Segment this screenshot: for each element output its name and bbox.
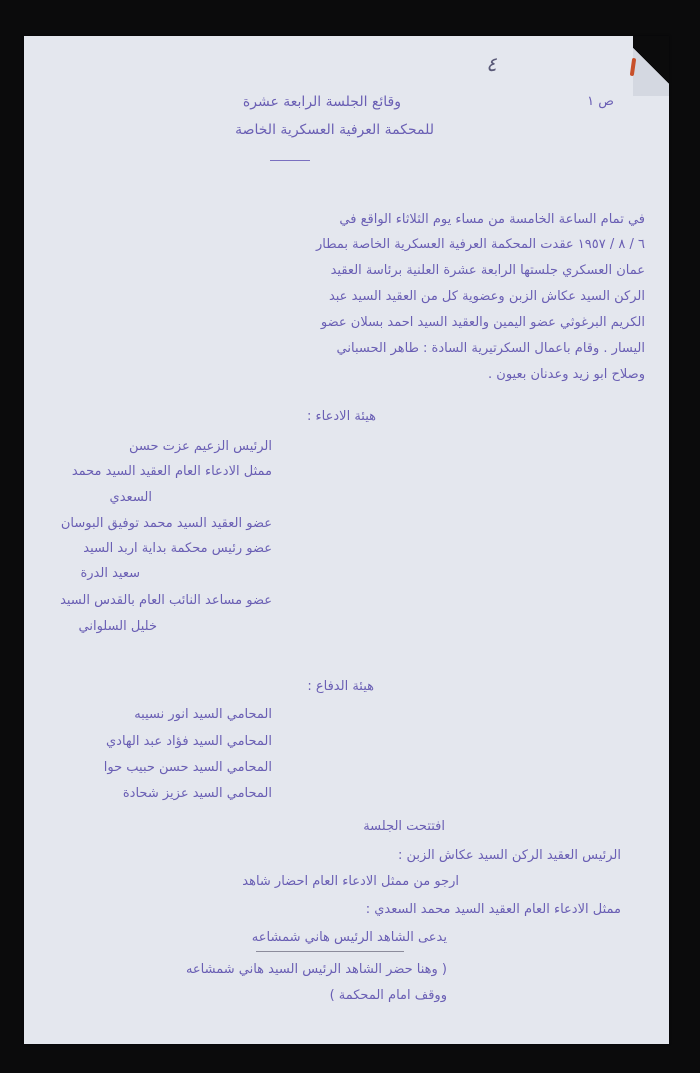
title-line-1: وقائع الجلسة الرابعة عشرة [242, 94, 401, 110]
document-page [24, 36, 669, 1044]
proceedings-line: ( وهنا حضر الشاهد الرئيس السيد هاني شمشاعه [185, 962, 447, 977]
prosecution-line: سعيد الدرة [80, 566, 140, 581]
proceedings-line: ممثل الادعاء العام العقيد السيد محمد السعدي : [365, 902, 621, 917]
defense-line: المحامي السيد انور نسيبه [134, 707, 272, 722]
title-underline [270, 160, 310, 161]
intro-line: ٦ / ٨ / ١٩٥٧ عقدت المحكمة العرفية العسكرية الخاصة بمطار [315, 237, 645, 252]
defense-line: المحامي السيد فؤاد عبد الهادي [105, 734, 272, 749]
handwritten-annotation: ٤ [486, 52, 497, 76]
prosecution-line: ممثل الادعاء العام العقيد السيد محمد [71, 464, 272, 479]
intro-line: وصلاح ابو زيد وعدنان بعيون . [488, 367, 645, 382]
page-marker: ص ١ [587, 94, 614, 109]
prosecution-line: خليل السلواني [78, 619, 157, 634]
prosecution-line: عضو مساعد النائب العام بالقدس السيد [60, 593, 272, 608]
proceedings-line: ارجو من ممثل الادعاء العام احضار شاهد [242, 874, 459, 889]
intro-line: في تمام الساعة الخامسة من مساء يوم الثلاثاء الواقع في [339, 212, 645, 227]
intro-line: عمان العسكري جلستها الرابعة عشرة العلنية برئاسة العقيد [330, 263, 645, 278]
title-line-2: للمحكمة العرفية العسكرية الخاصة [235, 122, 434, 138]
proceedings-line: الرئيس العقيد الركن السيد عكاش الزبن : [398, 848, 621, 863]
defense-line: المحامي السيد حسن حبيب حوا [103, 760, 272, 775]
defense-line: المحامي السيد عزيز شحادة [122, 786, 272, 801]
intro-line: الكريم البرغوثي عضو اليمين والعقيد السيد احمد بسلان عضو [320, 315, 645, 330]
prosecution-line: السعدي [109, 490, 152, 505]
prosecution-line: عضو العقيد السيد محمد توفيق البوسان [60, 516, 272, 531]
prosecution-line: الرئيس الزعيم عزت حسن [128, 439, 272, 454]
intro-line: الركن السيد عكاش الزبن وعضوية كل من العقيد السيد عبد [328, 289, 645, 304]
prosecution-heading: هيئة الادعاء : [307, 409, 376, 424]
intro-line: اليسار . وقام باعمال السكرتيرية السادة : طاهر الحسباني [336, 341, 645, 356]
defense-heading: هيئة الدفاع : [307, 679, 374, 694]
opening-heading: افتتحت الجلسة [363, 819, 445, 834]
folded-corner [633, 36, 669, 96]
proceedings-line: ووقف امام المحكمة ) [329, 988, 447, 1003]
proceedings-line: يدعى الشاهد الرئيس هاني شمشاعه [251, 930, 447, 945]
proceedings-underline [256, 951, 404, 952]
prosecution-line: عضو رئيس محكمة بداية اربد السيد [83, 541, 272, 556]
